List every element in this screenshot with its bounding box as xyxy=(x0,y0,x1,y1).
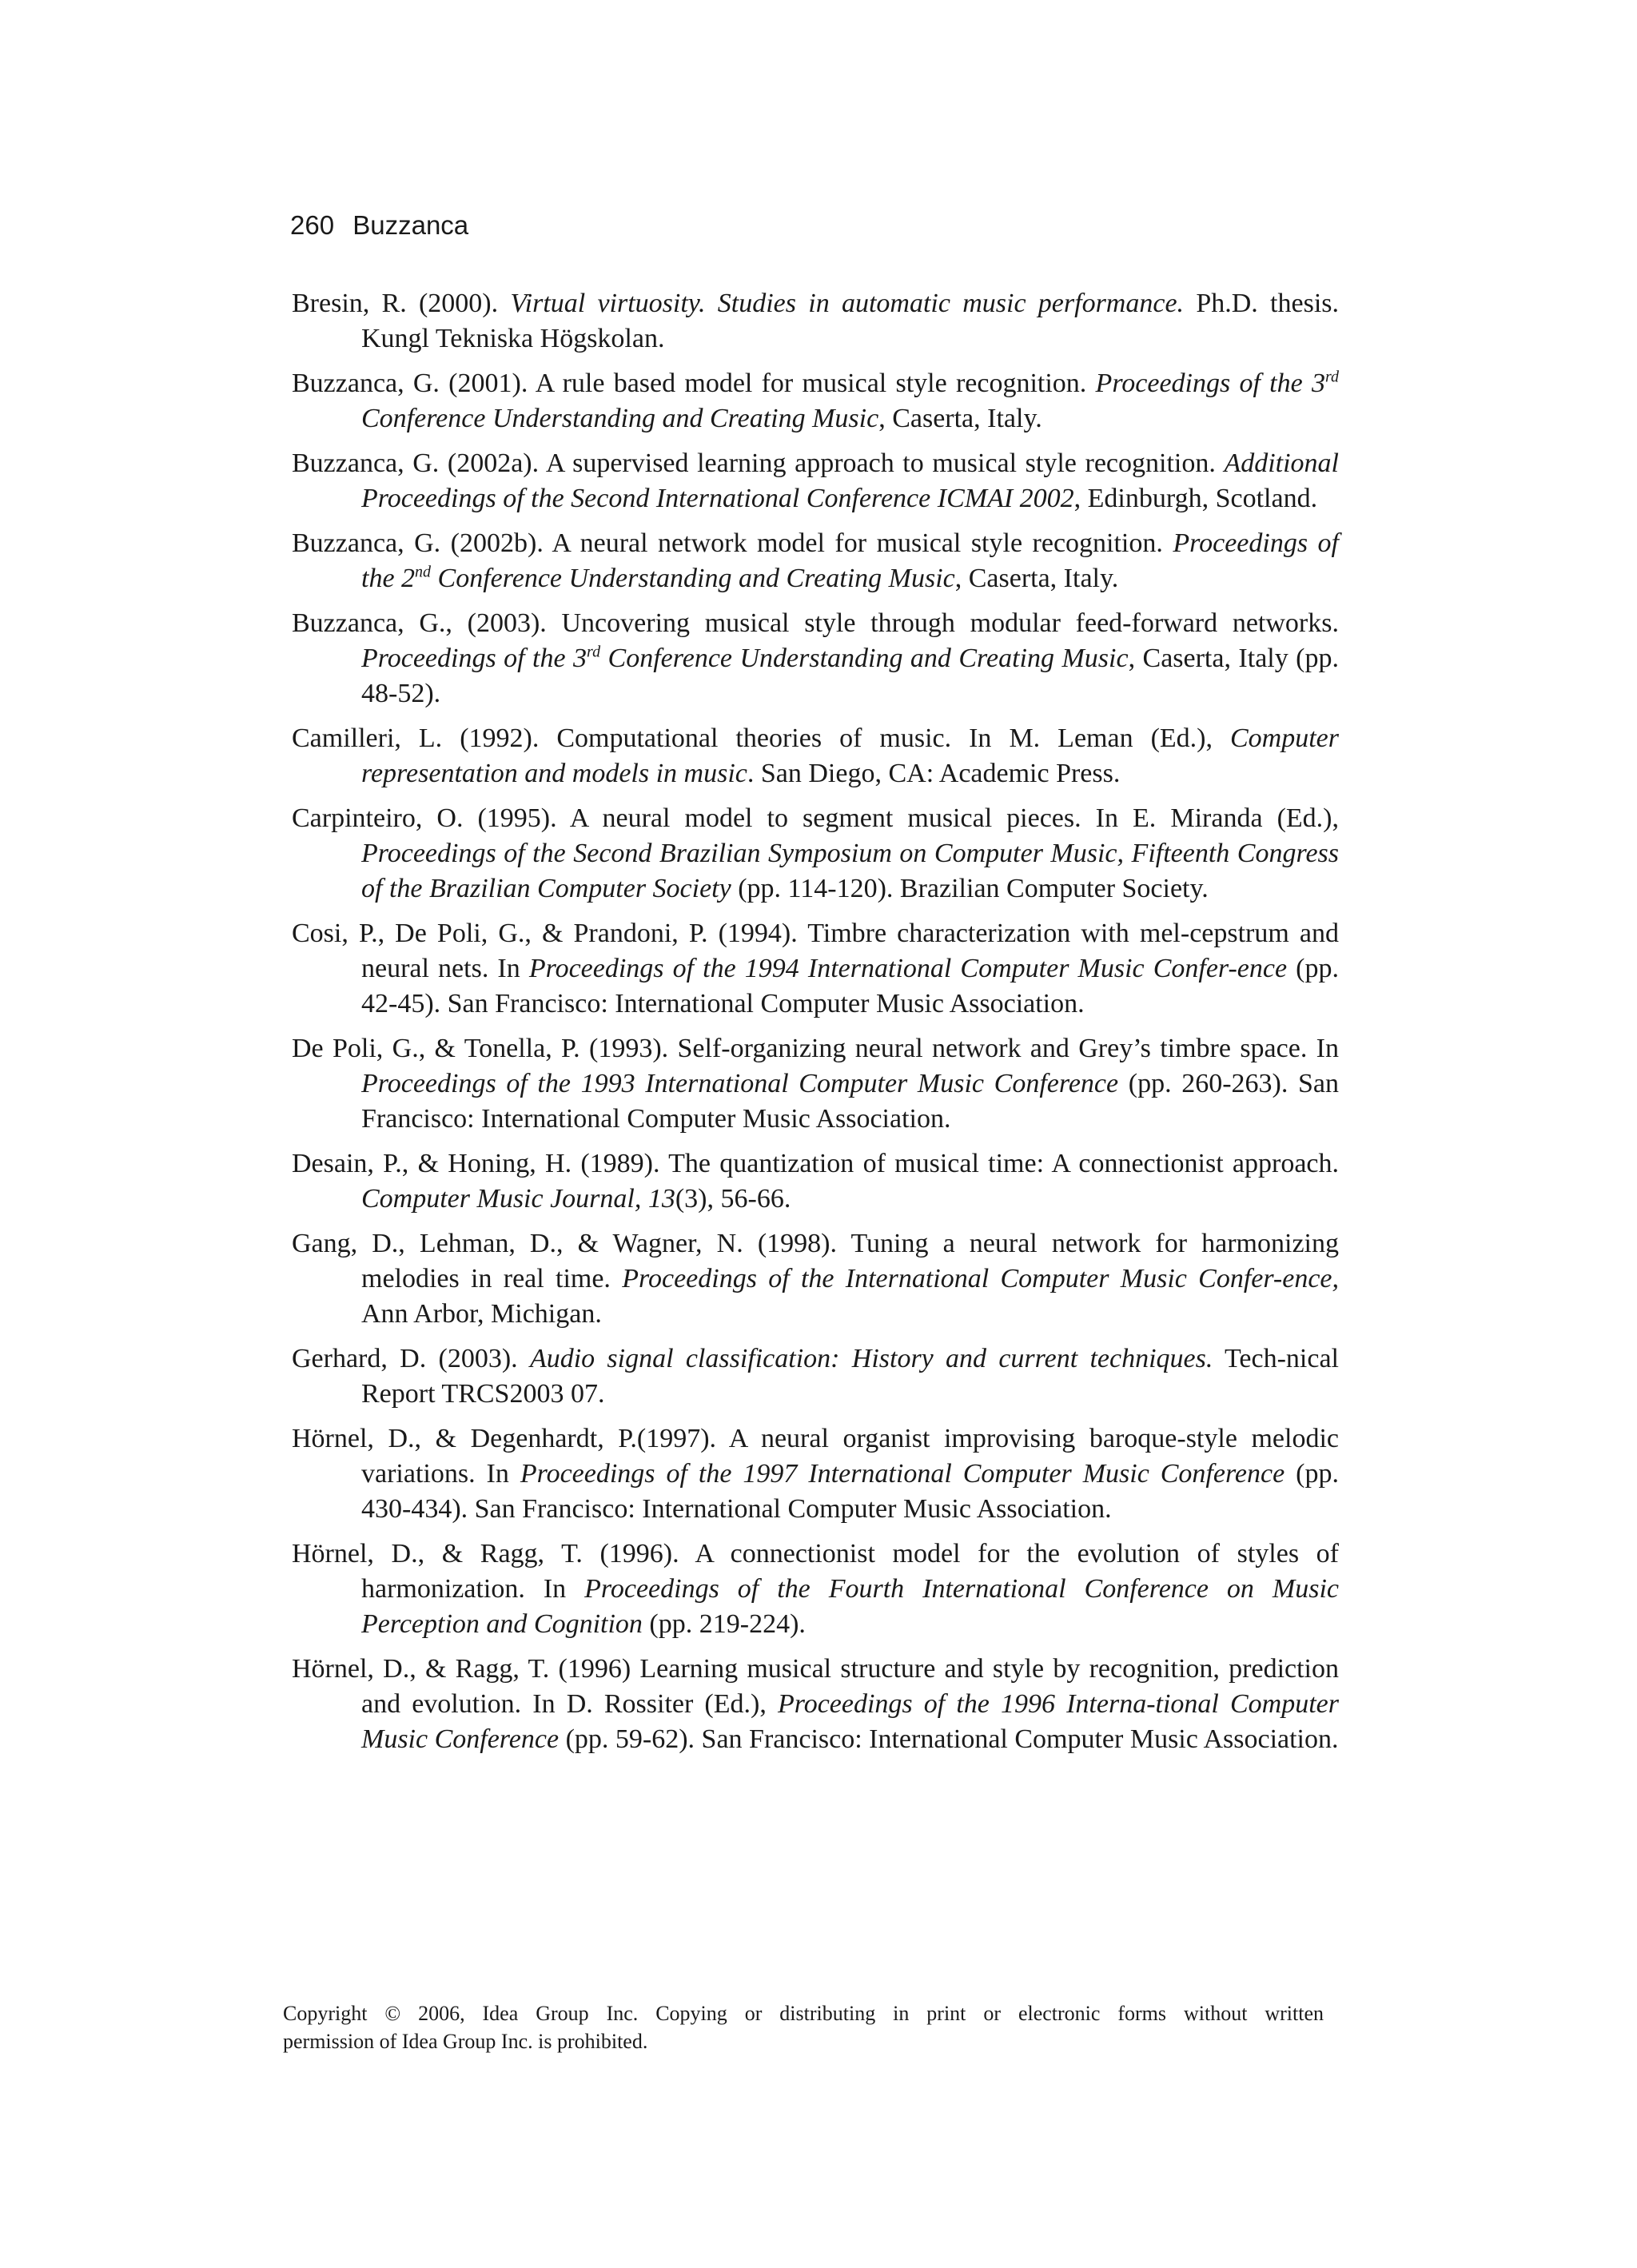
reference-list xyxy=(292,286,1339,1767)
reference-text: (pp. 219-224). xyxy=(642,1609,806,1639)
reference-text: Buzzanca, G. (2001). A rule based model for musical style recognition. xyxy=(292,369,1096,398)
reference-entry xyxy=(292,721,1339,791)
reference-text: Buzzanca, G. (2002a). A supervised learning approach to musical style recognition. xyxy=(292,448,1225,478)
reference-entry xyxy=(292,801,1339,907)
reference-italic-text: Additional Proceedings of the Second International Conference ICMAI 2002 xyxy=(361,448,1339,513)
reference-entry xyxy=(292,1537,1339,1642)
reference-text: Gerhard, D. (2003). xyxy=(292,1344,530,1373)
reference-entry xyxy=(292,1146,1339,1217)
reference-text: Ann Arbor, Michigan. xyxy=(361,1299,602,1329)
reference-text: Camilleri, L. (1992). Computational theories of music. In M. Leman (Ed.), xyxy=(292,723,1230,753)
reference-italic-text: Conference Understanding and Creating Music xyxy=(431,564,955,593)
reference-italic-text: Proceedings of the Second Brazilian Symposium on Computer Music, Fifteenth Congress of the Brazilian Computer Society xyxy=(361,839,1339,903)
reference-text: Cosi, P., De Poli, G., & Prandoni, P. (1994). Timbre characterization with mel-cepstrum and neural nets. In xyxy=(292,919,1339,983)
reference-text: Carpinteiro, O. (1995). A neural model to segment musical pieces. In E. Miranda (Ed.), xyxy=(292,803,1339,833)
reference-italic-text: Proceedings of the 1994 International Computer Music Confer-ence xyxy=(528,954,1288,983)
reference-italic-text: Proceedings of the Fourth International Conference on Music Perception and Cognition xyxy=(361,1574,1339,1639)
reference-text: Bresin, R. (2000). xyxy=(292,289,511,318)
reference-entry xyxy=(292,606,1339,711)
reference-italic-text: Virtual virtuosity. Studies in automatic music performance. xyxy=(510,289,1185,318)
reference-entry xyxy=(292,1652,1339,1757)
reference-italic-text: Proceedings of the 3 xyxy=(361,644,587,673)
reference-italic-text: Proceedings of the 1996 Interna-tional Computer Music Conference xyxy=(361,1689,1339,1754)
reference-italic-text: Computer representation and models in music xyxy=(361,723,1339,788)
reference-text: (pp. 430-434). San Francisco: International Computer Music Association. xyxy=(361,1459,1340,1524)
reference-text: (3), 56-66. xyxy=(675,1184,791,1214)
reference-italic-text: Proceedings of the 1993 International Computer Music Conference xyxy=(361,1069,1119,1098)
reference-text: , Caserta, Italy (pp. 48-52). xyxy=(361,644,1340,708)
reference-italic-text: Proceedings of the International Computer Music Confer-ence, xyxy=(622,1264,1340,1293)
reference-text: (pp. 114-120). Brazilian Computer Society. xyxy=(731,874,1209,903)
reference-text: Buzzanca, G., (2003). Uncovering musical style through modular feed-forward networks. xyxy=(292,608,1339,638)
reference-entry xyxy=(292,1341,1339,1412)
reference-entry xyxy=(292,526,1339,596)
reference-text: Tech-nical Report TRCS2003 07. xyxy=(361,1344,1340,1409)
running-title: Buzzanca xyxy=(352,210,469,240)
page-number: 260 xyxy=(290,210,335,240)
copyright-line-2: permission of Idea Group Inc. is prohibited. xyxy=(283,2030,648,2053)
reference-superscript: rd xyxy=(587,643,601,661)
reference-text: Buzzanca, G. (2002b). A neural network model for musical style recognition. xyxy=(292,528,1173,558)
reference-italic-text: Computer Music Journal, 13 xyxy=(361,1184,675,1214)
reference-text: , Edinburgh, Scotland. xyxy=(1073,484,1318,513)
reference-entry xyxy=(292,366,1339,436)
reference-text: . San Diego, CA: Academic Press. xyxy=(747,759,1121,788)
reference-italic-text: Proceedings of the 3 xyxy=(1095,369,1325,398)
reference-superscript: nd xyxy=(415,563,432,581)
reference-text: Hörnel, D., & Ragg, T. (1996) Learning musical structure and style by recognition, prediction and evolution. In D. Rossiter (Ed.), xyxy=(292,1654,1339,1719)
reference-text: Hörnel, D., & Ragg, T. (1996). A connectionist model for the evolution of styles of harmonization. In xyxy=(292,1539,1339,1604)
reference-entry xyxy=(292,916,1339,1022)
reference-italic-text: Proceedings of the 2 xyxy=(361,528,1340,593)
reference-entry xyxy=(292,1421,1339,1527)
reference-text: Hörnel, D., & Degenhardt, P.(1997). A neural organist improvising baroque-style melodic variations. In xyxy=(292,1424,1339,1489)
reference-text: Ph.D. thesis. Kungl Tekniska Högskolan. xyxy=(361,289,1340,353)
reference-text: (pp. 260-263). San Francisco: International Computer Music Association. xyxy=(361,1069,1340,1134)
reference-entry xyxy=(292,1226,1339,1332)
reference-text: , Caserta, Italy. xyxy=(954,564,1119,593)
reference-italic-text: Conference Understanding and Creating Music xyxy=(600,644,1129,673)
reference-italic-text: Conference Understanding and Creating Music xyxy=(361,404,879,433)
reference-superscript: rd xyxy=(1324,368,1340,386)
copyright-notice xyxy=(283,1999,1324,2055)
reference-text: (pp. 59-62). San Francisco: International Computer Music Association. xyxy=(559,1724,1339,1754)
reference-entry xyxy=(292,286,1339,357)
reference-italic-text: Audio signal classification: History and current techniques. xyxy=(529,1344,1213,1373)
reference-entry xyxy=(292,446,1339,516)
reference-text: Desain, P., & Honing, H. (1989). The quantization of musical time: A connectionist approach. xyxy=(292,1149,1339,1178)
running-head xyxy=(290,209,468,241)
reference-text: Gang, D., Lehman, D., & Wagner, N. (1998). Tuning a neural network for harmonizing melodies in real time. xyxy=(292,1229,1339,1293)
reference-text: (pp. 42-45). San Francisco: International Computer Music Association. xyxy=(361,954,1339,1018)
reference-text: De Poli, G., & Tonella, P. (1993). Self-organizing neural network and Grey’s timbre space. In xyxy=(292,1034,1339,1063)
reference-text: , Caserta, Italy. xyxy=(878,404,1042,433)
copyright-line-1: Copyright © 2006, Idea Group Inc. Copying or distributing in print or electronic forms without written xyxy=(283,2002,1324,2025)
reference-italic-text: Proceedings of the 1997 International Computer Music Conference xyxy=(520,1459,1285,1489)
reference-entry xyxy=(292,1031,1339,1137)
